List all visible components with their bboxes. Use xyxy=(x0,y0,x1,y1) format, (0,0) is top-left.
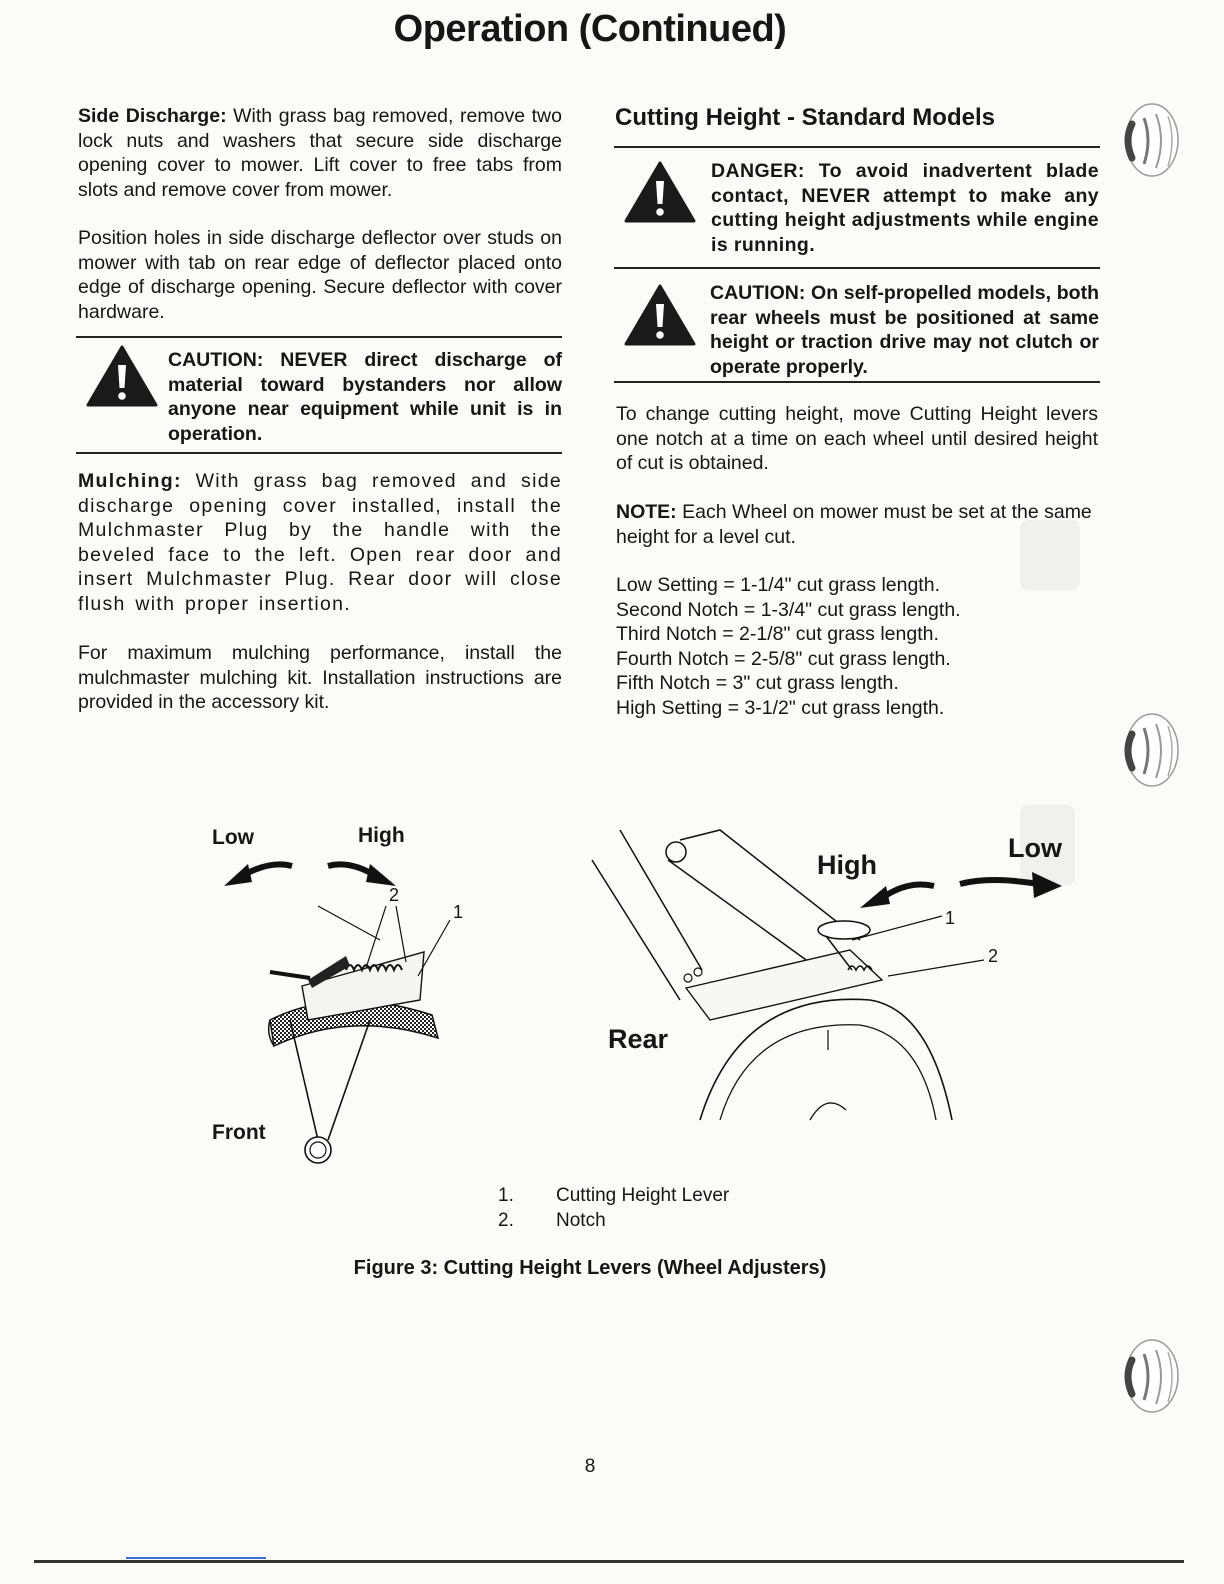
binder-hole-icon xyxy=(1118,1336,1180,1416)
legend-text: Cutting Height Lever xyxy=(556,1185,730,1206)
front-callout-2: 2 xyxy=(389,885,400,905)
mulching-label: Mulching: xyxy=(78,470,182,492)
side-discharge-paragraph xyxy=(78,104,562,202)
rear-high-label: High xyxy=(817,850,877,880)
warning-triangle-icon xyxy=(624,161,696,223)
note-paragraph xyxy=(616,500,1098,549)
binder-hole-icon xyxy=(1118,100,1180,180)
caution-rule-top xyxy=(76,336,562,338)
danger-rule-bottom xyxy=(614,267,1100,269)
caution-rule-bottom xyxy=(76,452,562,454)
height-setting-item: Fifth Notch = 3" cut grass length. xyxy=(616,672,899,694)
legend-item xyxy=(498,1184,729,1209)
caution-wheels-text: CAUTION: On self-propelled models, both rear wheels must be positioned at same height or traction drive may not clutch or operate properly. xyxy=(710,282,1099,378)
danger-rule-top xyxy=(614,146,1100,148)
warning-triangle-icon xyxy=(86,345,158,407)
mulching-performance-paragraph: For maximum mulching performance, install the mulchmaster mulching kit. Installation instructions are provided in the accessory kit. xyxy=(78,642,562,713)
front-label: Front xyxy=(212,1121,266,1144)
rear-callout-1: 1 xyxy=(945,908,956,928)
page-number: 8 xyxy=(584,1456,596,1477)
side-discharge-text: With grass bag removed, remove two lock nuts and washers that secure side discharge opening cover to mower. Lift cover to free tabs from slots and remove cover from mower. xyxy=(78,105,562,201)
rear-label: Rear xyxy=(608,1024,669,1054)
warning-triangle-icon xyxy=(624,284,696,346)
legend-number: 1. xyxy=(498,1185,514,1206)
height-setting-item: Low Setting = 1-1/4" cut grass length. xyxy=(616,574,940,596)
danger-blade-text: DANGER: To avoid inadvertent blade contact, NEVER attempt to make any cutting height adjustments while engine is running. xyxy=(711,160,1099,256)
legend-number: 2. xyxy=(498,1209,514,1231)
note-label: NOTE: xyxy=(616,501,677,523)
caution-rule-right-bottom xyxy=(614,381,1100,383)
front-callout-1: 1 xyxy=(453,902,464,922)
height-settings-list xyxy=(616,573,1098,720)
figure-legend xyxy=(498,1184,729,1233)
mulching-text: With grass bag removed and side discharge opening cover installed, install the Mulchmaster Plug by the handle with the beveled face to the left. Open rear door and insert Mulchmaster Plug. Rear door will close flush with proper insertion. xyxy=(78,470,562,615)
front-low-label: Low xyxy=(212,826,254,849)
scan-bottom-edge xyxy=(34,1560,1184,1563)
legend-item xyxy=(498,1209,729,1234)
mulching-paragraph xyxy=(78,469,562,616)
scan-bottom-edge-accent xyxy=(126,1557,266,1559)
binder-hole-icon xyxy=(1118,710,1180,790)
legend-text: Notch xyxy=(556,1209,606,1231)
caution-bystanders-text: CAUTION: NEVER direct discharge of material toward bystanders nor allow anyone near equipment while unit is in operation. xyxy=(168,349,562,445)
height-setting-item: Third Notch = 2-1/8" cut grass length. xyxy=(616,623,939,645)
page-title: Operation (Continued) xyxy=(393,8,787,50)
figure-caption: Figure 3: Cutting Height Levers (Wheel Adjusters) xyxy=(353,1257,827,1279)
cutting-height-heading: Cutting Height - Standard Models xyxy=(615,104,995,131)
height-setting-item: High Setting = 3-1/2" cut grass length. xyxy=(616,696,945,719)
note-text: Each Wheel on mower must be set at the same height for a level cut. xyxy=(616,501,1092,548)
rear-low-label: Low xyxy=(1008,833,1062,863)
side-discharge-label: Side Discharge: xyxy=(78,105,227,127)
change-height-paragraph: To change cutting height, move Cutting Height levers one notch at a time on each wheel until desired height of cut is obtained. xyxy=(616,403,1098,474)
front-high-label: High xyxy=(358,824,405,847)
height-setting-item: Second Notch = 1-3/4" cut grass length. xyxy=(616,598,961,621)
rear-callout-2: 2 xyxy=(988,946,999,966)
height-setting-item: Fourth Notch = 2-5/8" cut grass length. xyxy=(616,647,951,670)
deflector-paragraph: Position holes in side discharge deflector over studs on mower with tab on rear edge of deflector placed onto edge of discharge opening. Secure deflector with cover hardware. xyxy=(78,227,562,323)
